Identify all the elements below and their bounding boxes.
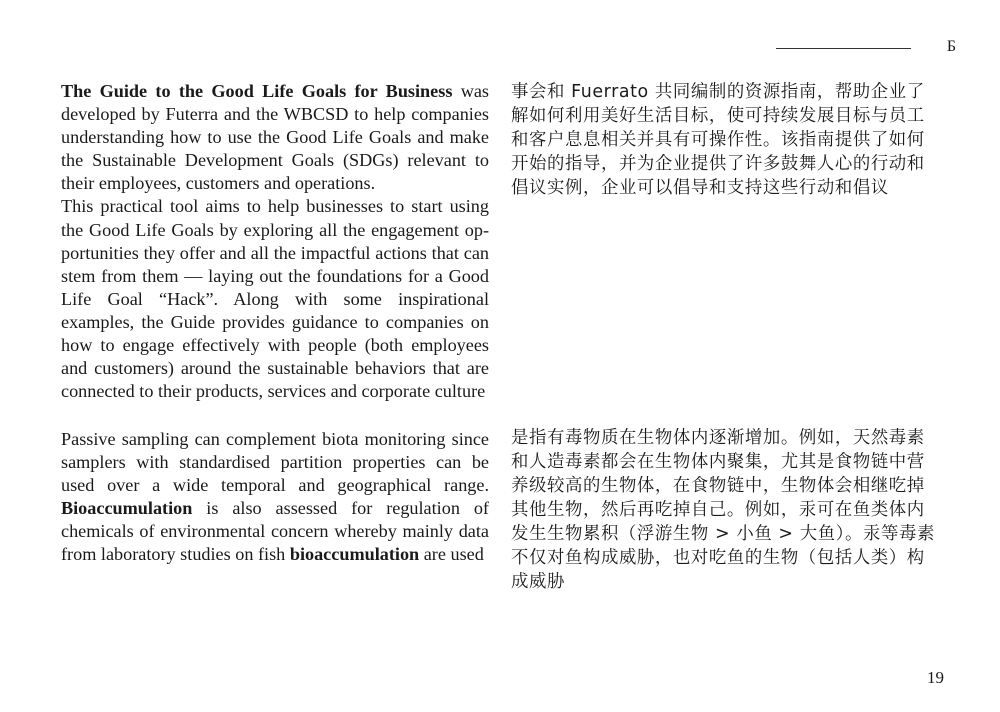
english-paragraph-3 — [61, 428, 489, 567]
guide-title: The Guide to the Good Life Goals for Business — [61, 81, 453, 101]
english-paragraph-2: This practical tool aims to help businesses to start using the Good Life Goals by exploring all the engagement opportunities they offer and all the impactful actions that can stem from them — laying out the foundations for a Good Life Goal “Hack”. Along with some inspirational examples, the Guide provides guidance to companies on how to engage effectively with people (both employees and customers) around the sustainable behaviors that are connected to their products, services and corporate culture — [61, 196, 489, 402]
bioaccumulation-text-2: is also assessed for regulation of chemicals of environmental concern whereby mainly data from laboratory studies on fish — [61, 498, 489, 565]
running-header — [776, 38, 956, 56]
chinese-block-bioaccumulation: 是指有毒物质在生物体内逐渐增加。例如，天然毒素和人造毒素都会在生物体内聚集，尤其是食物链中营养级较高的生物体，在食物链中，生物体会相继吃掉其他生物，然后再吃掉自己。例如，汞可在鱼类体内发生生物累积（浮游生物 > 小鱼 > 大鱼）。汞等毒素不仅对鱼构成威胁，也对吃鱼的生物（包括人类）构成威胁 — [511, 428, 935, 592]
bioaccumulation-term-1: Bioaccumulation — [61, 498, 193, 519]
header-rule — [776, 48, 911, 49]
english-paragraph-1-text: was developed by Futerra and the WBCSD to help companies understanding how to use the Good Life Goals and make the Sustainable Development Goals (SDGs) relevant to their employees, customers and operations. — [61, 81, 489, 194]
bioaccumulation-text-3: are used — [419, 544, 484, 565]
section-letter: Б — [946, 38, 956, 55]
bioaccumulation-text-1: Passive sampling can complement biota monitoring since samplers with standardised partition properties can be used over a wide temporal and geographical range. — [61, 429, 489, 496]
english-block-bioaccumulation — [61, 428, 489, 567]
page-number: 19 — [927, 668, 944, 687]
chinese-block-good-life-goals: 事会和 Fuerrato 共同编制的资源指南，帮助企业了解如何利用美好生活目标，使可持续发展目标与员工和客户息息相关并具有可操作性。该指南提供了如何开始的指导，并为企业提供了许多鼓舞人心的行动和倡议实例，企业可以倡导和支持这些行动和倡议 — [511, 82, 925, 198]
english-paragraph-1 — [61, 80, 489, 195]
bioaccumulation-term-2: bioaccumulation — [289, 544, 420, 565]
english-block-good-life-goals — [61, 80, 489, 403]
